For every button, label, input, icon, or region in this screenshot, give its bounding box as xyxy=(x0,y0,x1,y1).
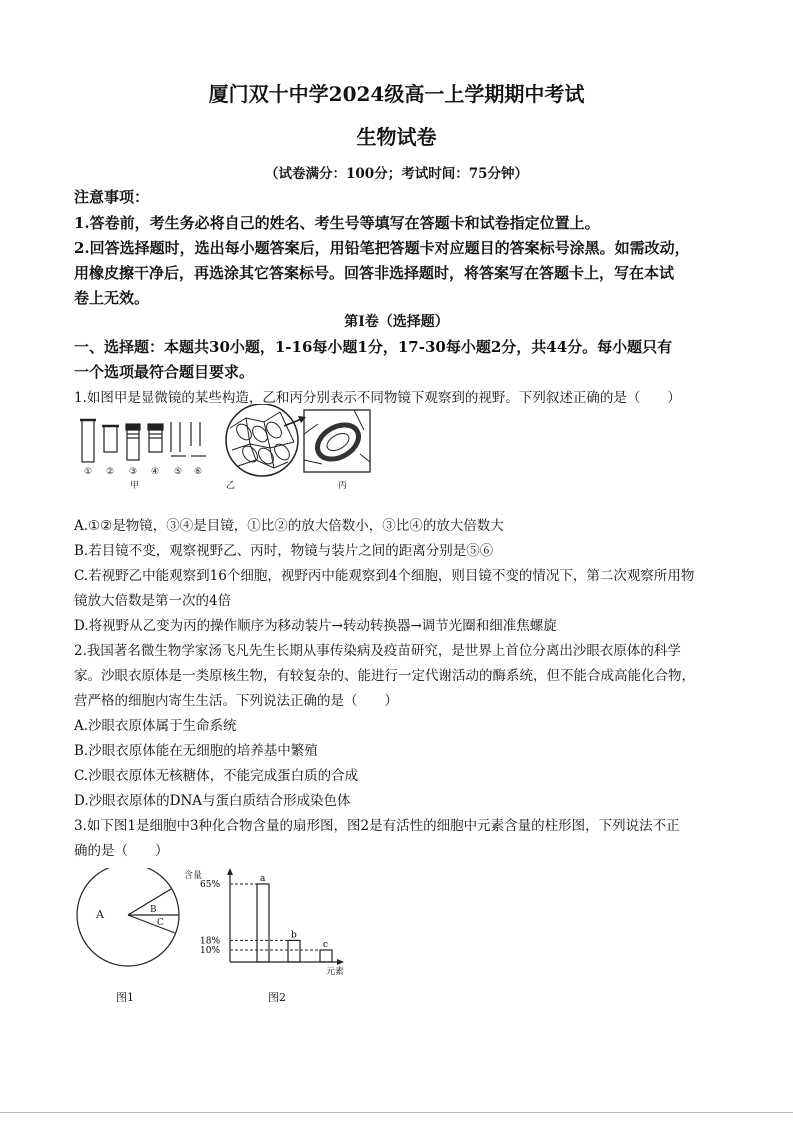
eyepiece-2 xyxy=(104,426,117,452)
pie-chart-figure-1 xyxy=(76,868,186,972)
chart-bar-label: c xyxy=(323,940,329,950)
chart-tick-label: 65% xyxy=(200,880,221,890)
chart-tick-label: 18% xyxy=(200,936,221,947)
label-jia: 甲 xyxy=(130,481,140,491)
question-2-option-d: D.沙眼衣原体的DNA与蛋白质结合形成染色体 xyxy=(74,793,351,809)
question-2-stem: 家。沙眼衣原体是一类原核生物，有较复杂的、能进行一定代谢活动的酶系统，但不能合成高能化合物， xyxy=(74,668,695,684)
question-2-option-c: C.沙眼衣原体无核糖体，不能完成蛋白质的合成 xyxy=(74,768,359,784)
question-1-option-d: D.将视野从乙变为丙的操作顺序为移动装片→转动转换器→调节光圈和细准焦螺旋 xyxy=(74,618,557,634)
question-3-stem: 3.如下图1是细胞中3种化合物含量的扇形图，图2是有活性的细胞中元素含量的柱形图，下列说法不正 xyxy=(74,818,680,834)
chart-y-axis-arrow xyxy=(227,868,233,875)
pie-circle xyxy=(77,868,179,966)
figure-1-caption: 图1 xyxy=(116,991,134,1004)
section-intro: 一个选项最符合题目要求。 xyxy=(74,363,255,381)
figure-2-caption: 图2 xyxy=(268,991,286,1004)
notes-line: 2.回答选择题时，选出每小题答案后，用铅笔把答题卡对应题目的答案标号涂黑。如需改动， xyxy=(74,239,690,257)
chart-ylabel: 含量 xyxy=(184,871,203,881)
field-of-view-yi xyxy=(226,404,298,476)
page-bottom-rule xyxy=(0,1112,793,1113)
notes-line: 用橡皮擦干净后，再选涂其它答案标号。回答非选择题时，将答案写在答题卡上，写在本试 xyxy=(74,264,675,282)
label-1: ① xyxy=(84,467,93,477)
question-1-option-c-cont: 镜放大倍数是第一次的4倍 xyxy=(74,593,232,609)
question-2-stem: 2.我国著名微生物学家汤飞凡先生长期从事传染病及疫苗研究，是世界上首位分离出沙眼衣原体的科学 xyxy=(74,643,681,659)
pie-label-c: C xyxy=(157,918,164,928)
chart-tick-label: 10% xyxy=(200,946,221,956)
label-2: ② xyxy=(106,467,115,477)
question-2-stem: 营严格的细胞内寄生生活。下列说法正确的是（ ） xyxy=(74,693,398,709)
chart-bar-c xyxy=(320,950,332,962)
chart-bar-b xyxy=(288,940,300,962)
question-2-option-b: B.沙眼衣原体能在无细胞的培养基中繁殖 xyxy=(74,743,318,759)
eyepiece-1 xyxy=(82,420,94,462)
label-3: ③ xyxy=(129,467,138,477)
exam-subject: 生物试卷 xyxy=(356,125,437,149)
microscope-figure xyxy=(74,404,374,492)
question-3-stem: 确的是（ ） xyxy=(74,843,169,859)
objective-3 xyxy=(127,428,139,460)
chart-bar-label: a xyxy=(260,874,266,884)
question-1-option-c: C.若视野乙中能观察到16个细胞，视野丙中能观察到4个细胞，则目镜不变的情况下，第二次观察所用物 xyxy=(74,568,695,584)
section-intro: 一、选择题：本题共30小题，1-16每小题1分，17-30每小题2分，共44分。每小题只有 xyxy=(74,338,673,356)
exam-title: 厦门双十中学2024级高一上学期期中考试 xyxy=(208,82,585,106)
question-1-option-b: B.若目镜不变，观察视野乙、丙时，物镜与装片之间的距离分别是⑤⑥ xyxy=(74,543,494,559)
chart-bar-label: b xyxy=(291,930,297,941)
chart-x-axis-arrow xyxy=(337,959,344,965)
label-4: ④ xyxy=(151,467,160,477)
notes-heading: 注意事项： xyxy=(74,188,150,206)
question-2-option-a: A.沙眼衣原体属于生命系统 xyxy=(74,718,237,734)
exam-info: （试卷满分：100分；考试时间：75分钟） xyxy=(265,166,528,182)
question-1-option-a: A.①②是物镜，③④是目镜，①比②的放大倍数小，③比④的放大倍数大 xyxy=(74,518,504,534)
pie-divider xyxy=(128,915,175,933)
question-1-stem: 1.如图甲是显微镜的某些构造，乙和丙分别表示不同物镜下观察到的视野。下列叙述正确的是（ ） xyxy=(74,390,681,406)
notes-line: 卷上无效。 xyxy=(74,289,150,307)
label-yi: 乙 xyxy=(226,481,236,491)
pie-label-a: A xyxy=(96,908,104,921)
objective-4 xyxy=(149,428,162,452)
label-6: ⑥ xyxy=(194,467,203,477)
section-title: 第Ⅰ卷（选择题） xyxy=(344,314,449,330)
pie-label-b: B xyxy=(150,905,157,915)
notes-line: 1.答卷前，考生务必将自己的姓名、考生号等填写在答题卡和试卷指定位置上。 xyxy=(74,214,600,232)
label-5: ⑤ xyxy=(174,467,183,477)
bar-chart-figure-2 xyxy=(180,866,365,978)
label-bing: 丙 xyxy=(338,481,348,491)
chart-xlabel: 元素 xyxy=(326,967,345,977)
